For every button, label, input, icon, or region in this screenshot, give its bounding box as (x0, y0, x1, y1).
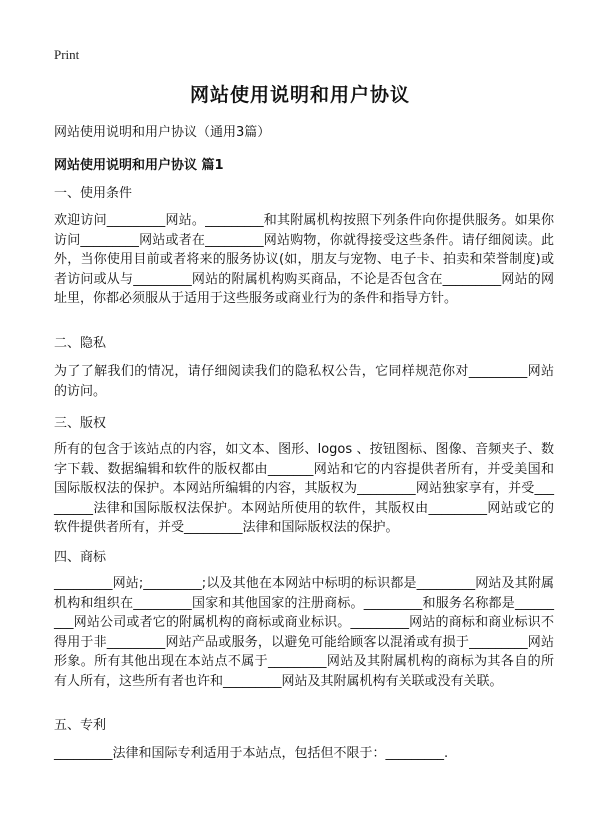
page-title: 网站使用说明和用户协议 (189, 84, 410, 106)
print-label: Print (54, 47, 80, 62)
section-paragraph-patent: _________法律和国际专利适用于本站点，包括但不限于：_________. (54, 746, 449, 761)
section-paragraph-trademark: _________网站;_________;以及其他在本网站中标明的标识都是_________网站及其附属机构和组织在_________国家和其他国家的注册商标。_________和服务名称都是_________网站公司或者它的附属机构的商标或商业标识。_________网站的商标和商业标识不得用于非_________网站产品或服务，以避免可能给顾客以混淆或有损于_________网站形象。所有其他出现在本站点不属于_________网站及其附属机构的商标为其各自的所有人所有，这些所有者也许和_________网站及其附属机构有关联或没有关联。 (54, 576, 554, 689)
document-subtitle: 网站使用说明和用户协议（通用3篇） (54, 125, 271, 140)
section-heading-privacy: 二、隐私 (54, 336, 107, 351)
section-heading-conditions: 一、使用条件 (54, 186, 133, 201)
section-heading-copyright: 三、版权 (54, 416, 107, 431)
section-heading-trademark: 四、商标 (54, 550, 107, 565)
section-paragraph-copyright: 所有的包含于该站点的内容，如文本、图形、logos 、按钮图标、图像、音频夹子、数字下载、数据编辑和软件的版权都由_______网站和它的内容提供者所有，并受美国和国际版权法的保护。本网站所编辑的内容，其版权为_________网站独家享有，并受_________法律和国际版权法保护。本网站所使用的软件，其版权由_________网站或它的软件提供者所有，并受_________法律和国际版权法的保护。 (54, 442, 554, 535)
part-heading: 网站使用说明和用户协议 篇1 (54, 158, 224, 173)
section-paragraph-privacy: 为了了解我们的情况，请仔细阅读我们的隐私权公告，它同样规范你对_________网站的访问。 (54, 364, 554, 399)
section-paragraph-conditions: 欢迎访问_________网站。_________和其附属机构按照下列条件向你提供服务。如果你访问_________网站或者在_________网站购物，你就得接受这些条件。请仔细阅读。此外，当你使用目前或者将来的服务协议(如，朋友与宠物、电子卡、拍卖和荣誉制度)或者访问或从与_________网站的附属机构购买商品，不论是否包含在_________网站的网址里，你都必须服从于适用于这些服务或商业行为的条件和指导方针。 (54, 213, 554, 306)
section-heading-patent: 五、专利 (54, 718, 107, 733)
